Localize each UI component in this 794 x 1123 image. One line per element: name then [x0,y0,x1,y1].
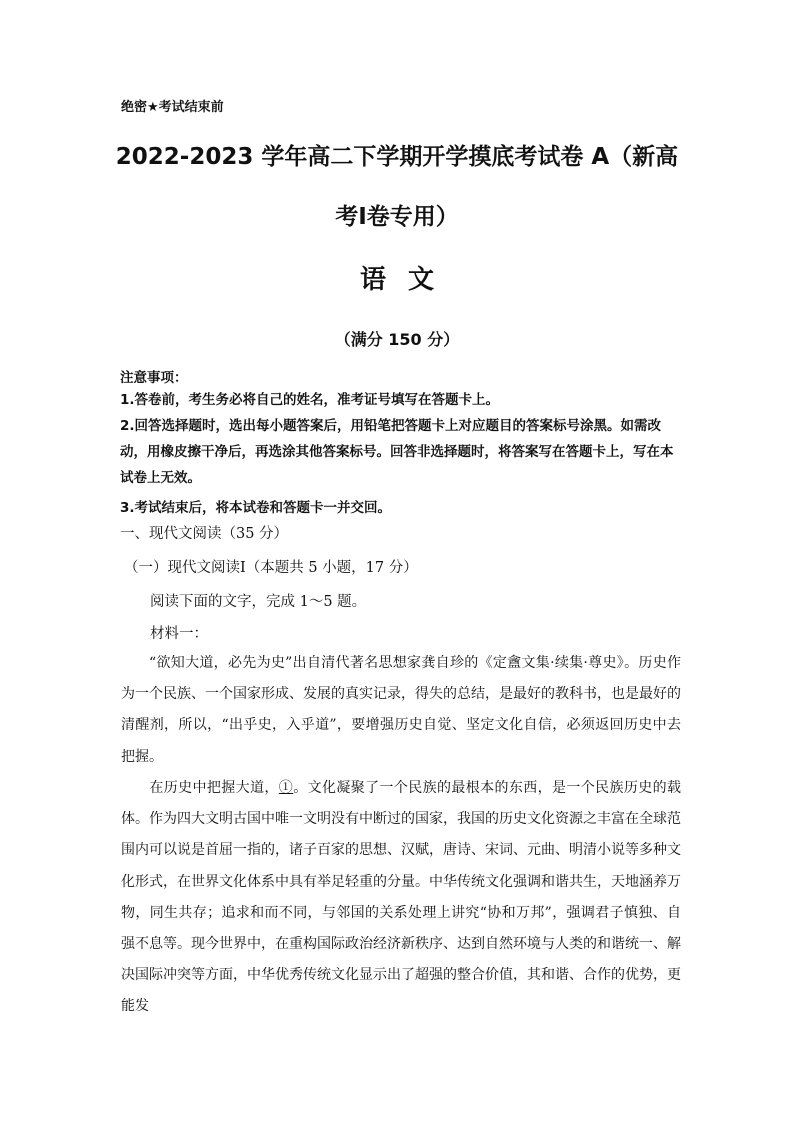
notice-item-3: 3.考试结束后，将本试卷和答题卡一并交回。 [120,500,392,516]
passage-paragraph-2 [121,773,681,1023]
notice-heading: 注意事项： [120,370,188,386]
material-label: 材料一： [150,626,208,642]
section-sub1: （一）现代文阅读Ⅰ（本题共 5 小题，17 分） [124,560,418,576]
paragraph-1-text: “欲知大道，必先为史”出自清代著名思想家龚自珍的《定盦文集·续集·尊史》。历史作为一个民族、一个国家形成、发展的真实记录，得失的总结，是最好的教科书，也是最好的清醒剂，所以，“出乎史，入乎道”，要增强历史自觉、坚定文化自信，必须返回历史中去把握。 [121,655,681,765]
subject-title: 语文 [359,265,456,295]
passage-paragraph-1 [121,648,681,773]
paragraph-2-rest: 。文化凝聚了一个民族的最根本的东西，是一个民族历史的载体。作为四大文明古国中唯一文明没有中断过的国家，我国的历史文化资源之丰富在全球范围内可以说是首屈一指的，诸子百家的思想、汉赋，唐诗、宋词、元曲、明清小说等多种文化形式，在世界文化体系中具有举足轻重的分量。中华传统文化强调和谐共生，天地涵养万物，同生共存；追求和而不同，与邻国的关系处理上讲究“协和万邦”，强调君子慎独、自强不息等。现今世界中，在重构国际政治经济新秩序、达到自然环境与人类的和谐统一、解决国际冲突等方面，中华优秀传统文化显示出了超强的整合价值，其和谐、合作的优势，更能发 [121,780,682,1015]
exam-title-line1: 2022-2023 学年高二下学期开学摸底考试卷 A（新高 [115,144,679,170]
paragraph-2-start: 在历史中把握大道， [149,780,279,796]
section-part1: 一、现代文阅读（35 分） [120,526,289,542]
blank-marker-1: ① [278,780,294,796]
reading-instruction: 阅读下面的文字，完成 1～5 题。 [150,594,367,610]
secret-label: 绝密★考试结束前 [121,100,224,115]
notice-item-1: 1.答卷前，考生务必将自己的姓名，准考证号填写在答题卡上。 [120,392,500,408]
exam-title-line2: 考Ⅰ卷专用） [335,204,459,230]
full-score: （满分 150 分） [334,330,460,349]
notice-item-2: 2.回答选择题时，选出每小题答案后，用铅笔把答题卡上对应题目的答案标号涂黑。如需改动，用橡皮擦干净后，再选涂其他答案标号。回答非选择题时，将答案写在答题卡上，写在本试卷上无效。 [120,418,674,486]
